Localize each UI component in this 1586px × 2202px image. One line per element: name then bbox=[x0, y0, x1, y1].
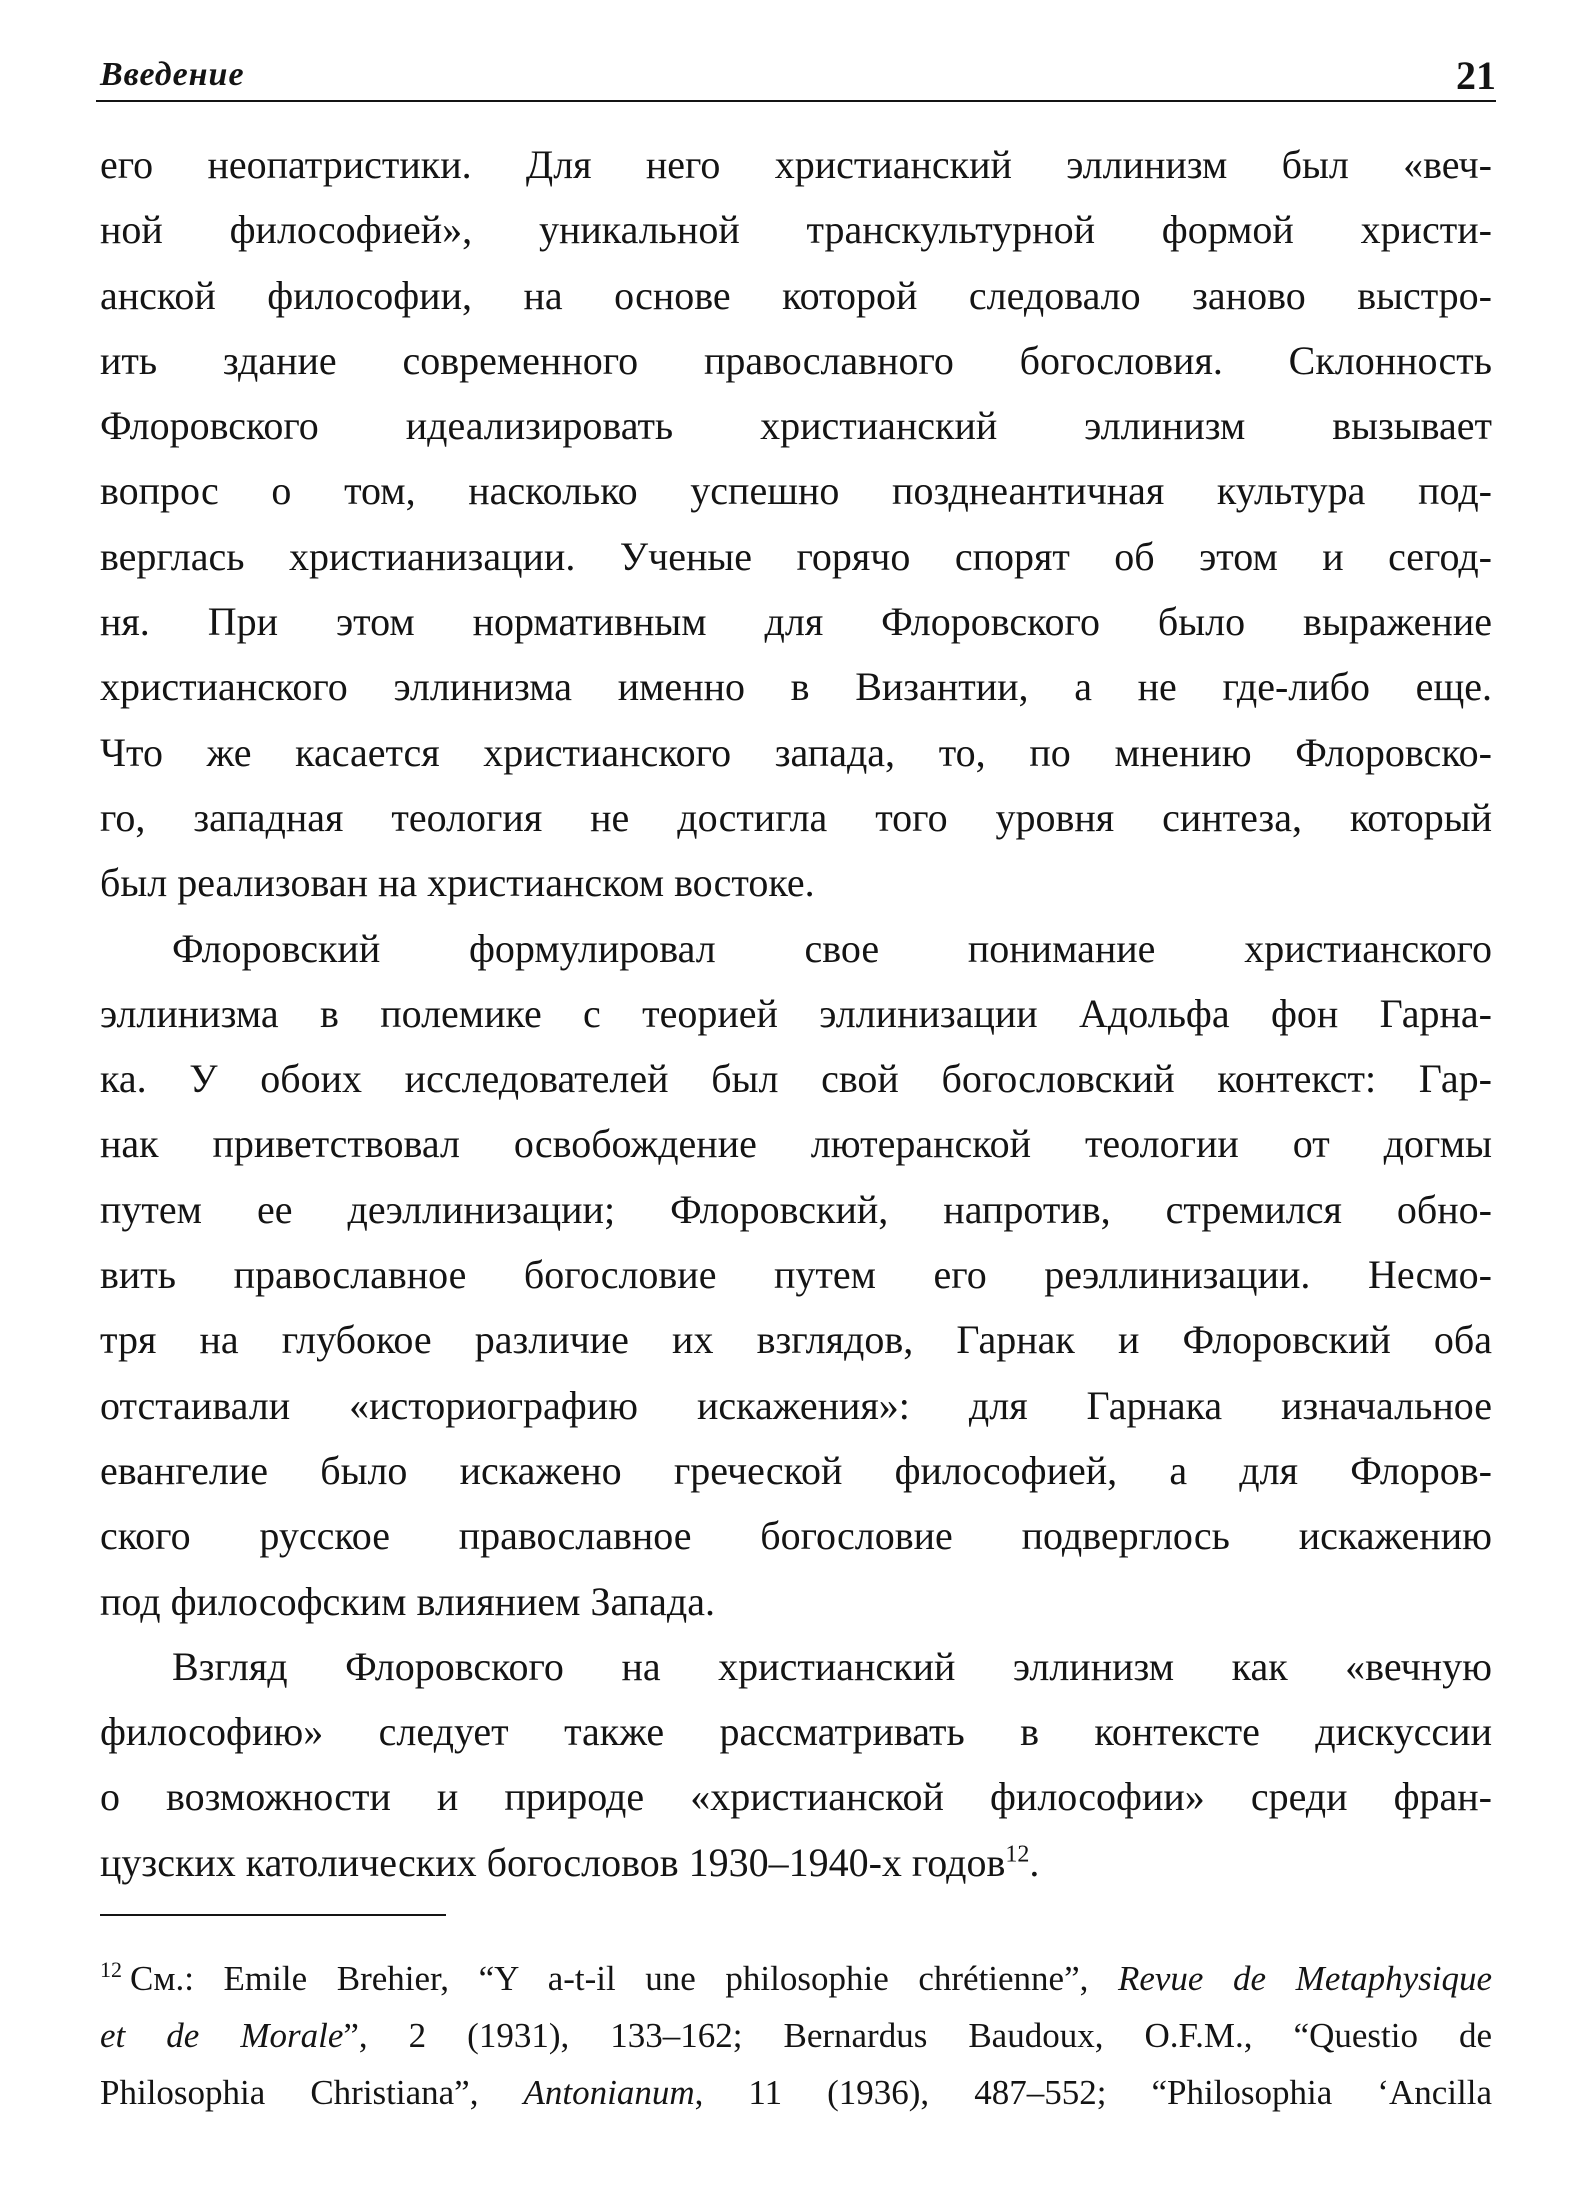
text-line: Флоровского идеализировать христианский эллинизм вызывает bbox=[100, 403, 1492, 449]
text-line: ня. При этом нормативным для Флоровского было выражение bbox=[100, 599, 1492, 645]
footnote-journal-title: et de Morale bbox=[100, 2016, 344, 2055]
text-line: о возможности и природе «христианской философии» среди фран- bbox=[100, 1774, 1492, 1820]
footnote-mark: 12 bbox=[100, 1957, 122, 1983]
text-line: ной философией», уникальной транскультурной формой христи- bbox=[100, 207, 1492, 253]
footnote-text: , 11 (1936), 487–552; “Philosophia ‘Ancilla bbox=[694, 2073, 1492, 2112]
text-line: верглась христианизации. Ученые горячо спорят об этом и сегод- bbox=[100, 533, 1492, 579]
footnote-reference[interactable]: 12 bbox=[1005, 1841, 1030, 1868]
running-head bbox=[96, 52, 1496, 108]
running-head-title: Введение bbox=[100, 56, 245, 93]
text-line: был реализован на христианском востоке. bbox=[100, 860, 815, 906]
text-line: философию» следует также рассматривать в контексте дискуссии bbox=[100, 1709, 1492, 1755]
footnote-text: ”, 2 (1931), 133–162; Bernardus Baudoux, O.F.M., “Questio de bbox=[343, 2016, 1492, 2055]
text-line: ского русское православное богословие подверглось искажению bbox=[100, 1513, 1492, 1559]
text-line: нак приветствовал освобождение лютеранской теологии от догмы bbox=[100, 1121, 1492, 1167]
text-line: Взгляд Флоровского на христианский эллинизм как «вечную bbox=[172, 1643, 1492, 1689]
footnote-journal-title: Antonianum bbox=[523, 2073, 695, 2112]
text-line: христианского эллинизма именно в Византии, а не где-либо еще. bbox=[100, 664, 1492, 710]
body-text bbox=[100, 132, 1492, 1895]
text-line: анской философии, на основе которой следовало заново выстро- bbox=[100, 272, 1492, 318]
page-number: 21 bbox=[1456, 53, 1496, 98]
footnote-line bbox=[100, 2064, 1492, 2121]
text-line: евангелие было искажено греческой философией, а для Флоров- bbox=[100, 1447, 1492, 1493]
text-line-with-footnote-ref bbox=[100, 1830, 1492, 1895]
text-line: эллинизма в полемике с теорией эллинизации Адольфа фон Гарна- bbox=[100, 990, 1492, 1036]
footnote-journal-title: Revue de Metaphysique bbox=[1117, 1959, 1492, 1998]
footnote-line bbox=[100, 2007, 1492, 2064]
text-line: его неопатристики. Для него христианский эллинизм был «веч- bbox=[100, 142, 1492, 187]
paragraph-2 bbox=[100, 916, 1492, 1634]
sentence-end: . bbox=[1029, 1839, 1040, 1885]
paragraph-3 bbox=[100, 1634, 1492, 1895]
paragraph-1 bbox=[100, 132, 1492, 916]
text-line: путем ее деэллинизации; Флоровский, напротив, стремился обно- bbox=[100, 1186, 1492, 1232]
footnote-text: Philosophia Christiana”, bbox=[100, 2073, 524, 2112]
text-line: отстаивали «историографию искажения»: для Гарнака изначальное bbox=[100, 1382, 1492, 1428]
text-line: Что же касается христианского запада, то, по мнению Флоровско- bbox=[100, 729, 1492, 775]
text-line: го, западная теология не достигла того уровня синтеза, который bbox=[100, 794, 1492, 840]
header-rule bbox=[96, 100, 1496, 102]
text-line: вопрос о том, насколько успешно позднеантичная культура под- bbox=[100, 468, 1492, 514]
footnote-rule bbox=[100, 1914, 446, 1916]
text-line: под философским влиянием Запада. bbox=[100, 1578, 715, 1624]
text-line: Флоровский формулировал свое понимание христианского bbox=[172, 925, 1492, 971]
footnote-line bbox=[100, 1950, 1492, 2007]
footnote bbox=[100, 1950, 1492, 2121]
text-line: ить здание современного православного богословия. Склонность bbox=[100, 337, 1492, 383]
text-line: тря на глубокое различие их взглядов, Гарнак и Флоровский оба bbox=[100, 1317, 1492, 1363]
text-line: ка. У обоих исследователей был свой богословский контекст: Гар- bbox=[100, 1056, 1492, 1102]
text-line: цузских католических богословов 1930–1940-х годов bbox=[100, 1839, 1006, 1885]
footnote-text: См.: Emile Brehier, “Y a-t-il une philosophie chrétienne”, bbox=[130, 1959, 1118, 1998]
text-line: вить православное богословие путем его реэллинизации. Несмо- bbox=[100, 1252, 1492, 1298]
